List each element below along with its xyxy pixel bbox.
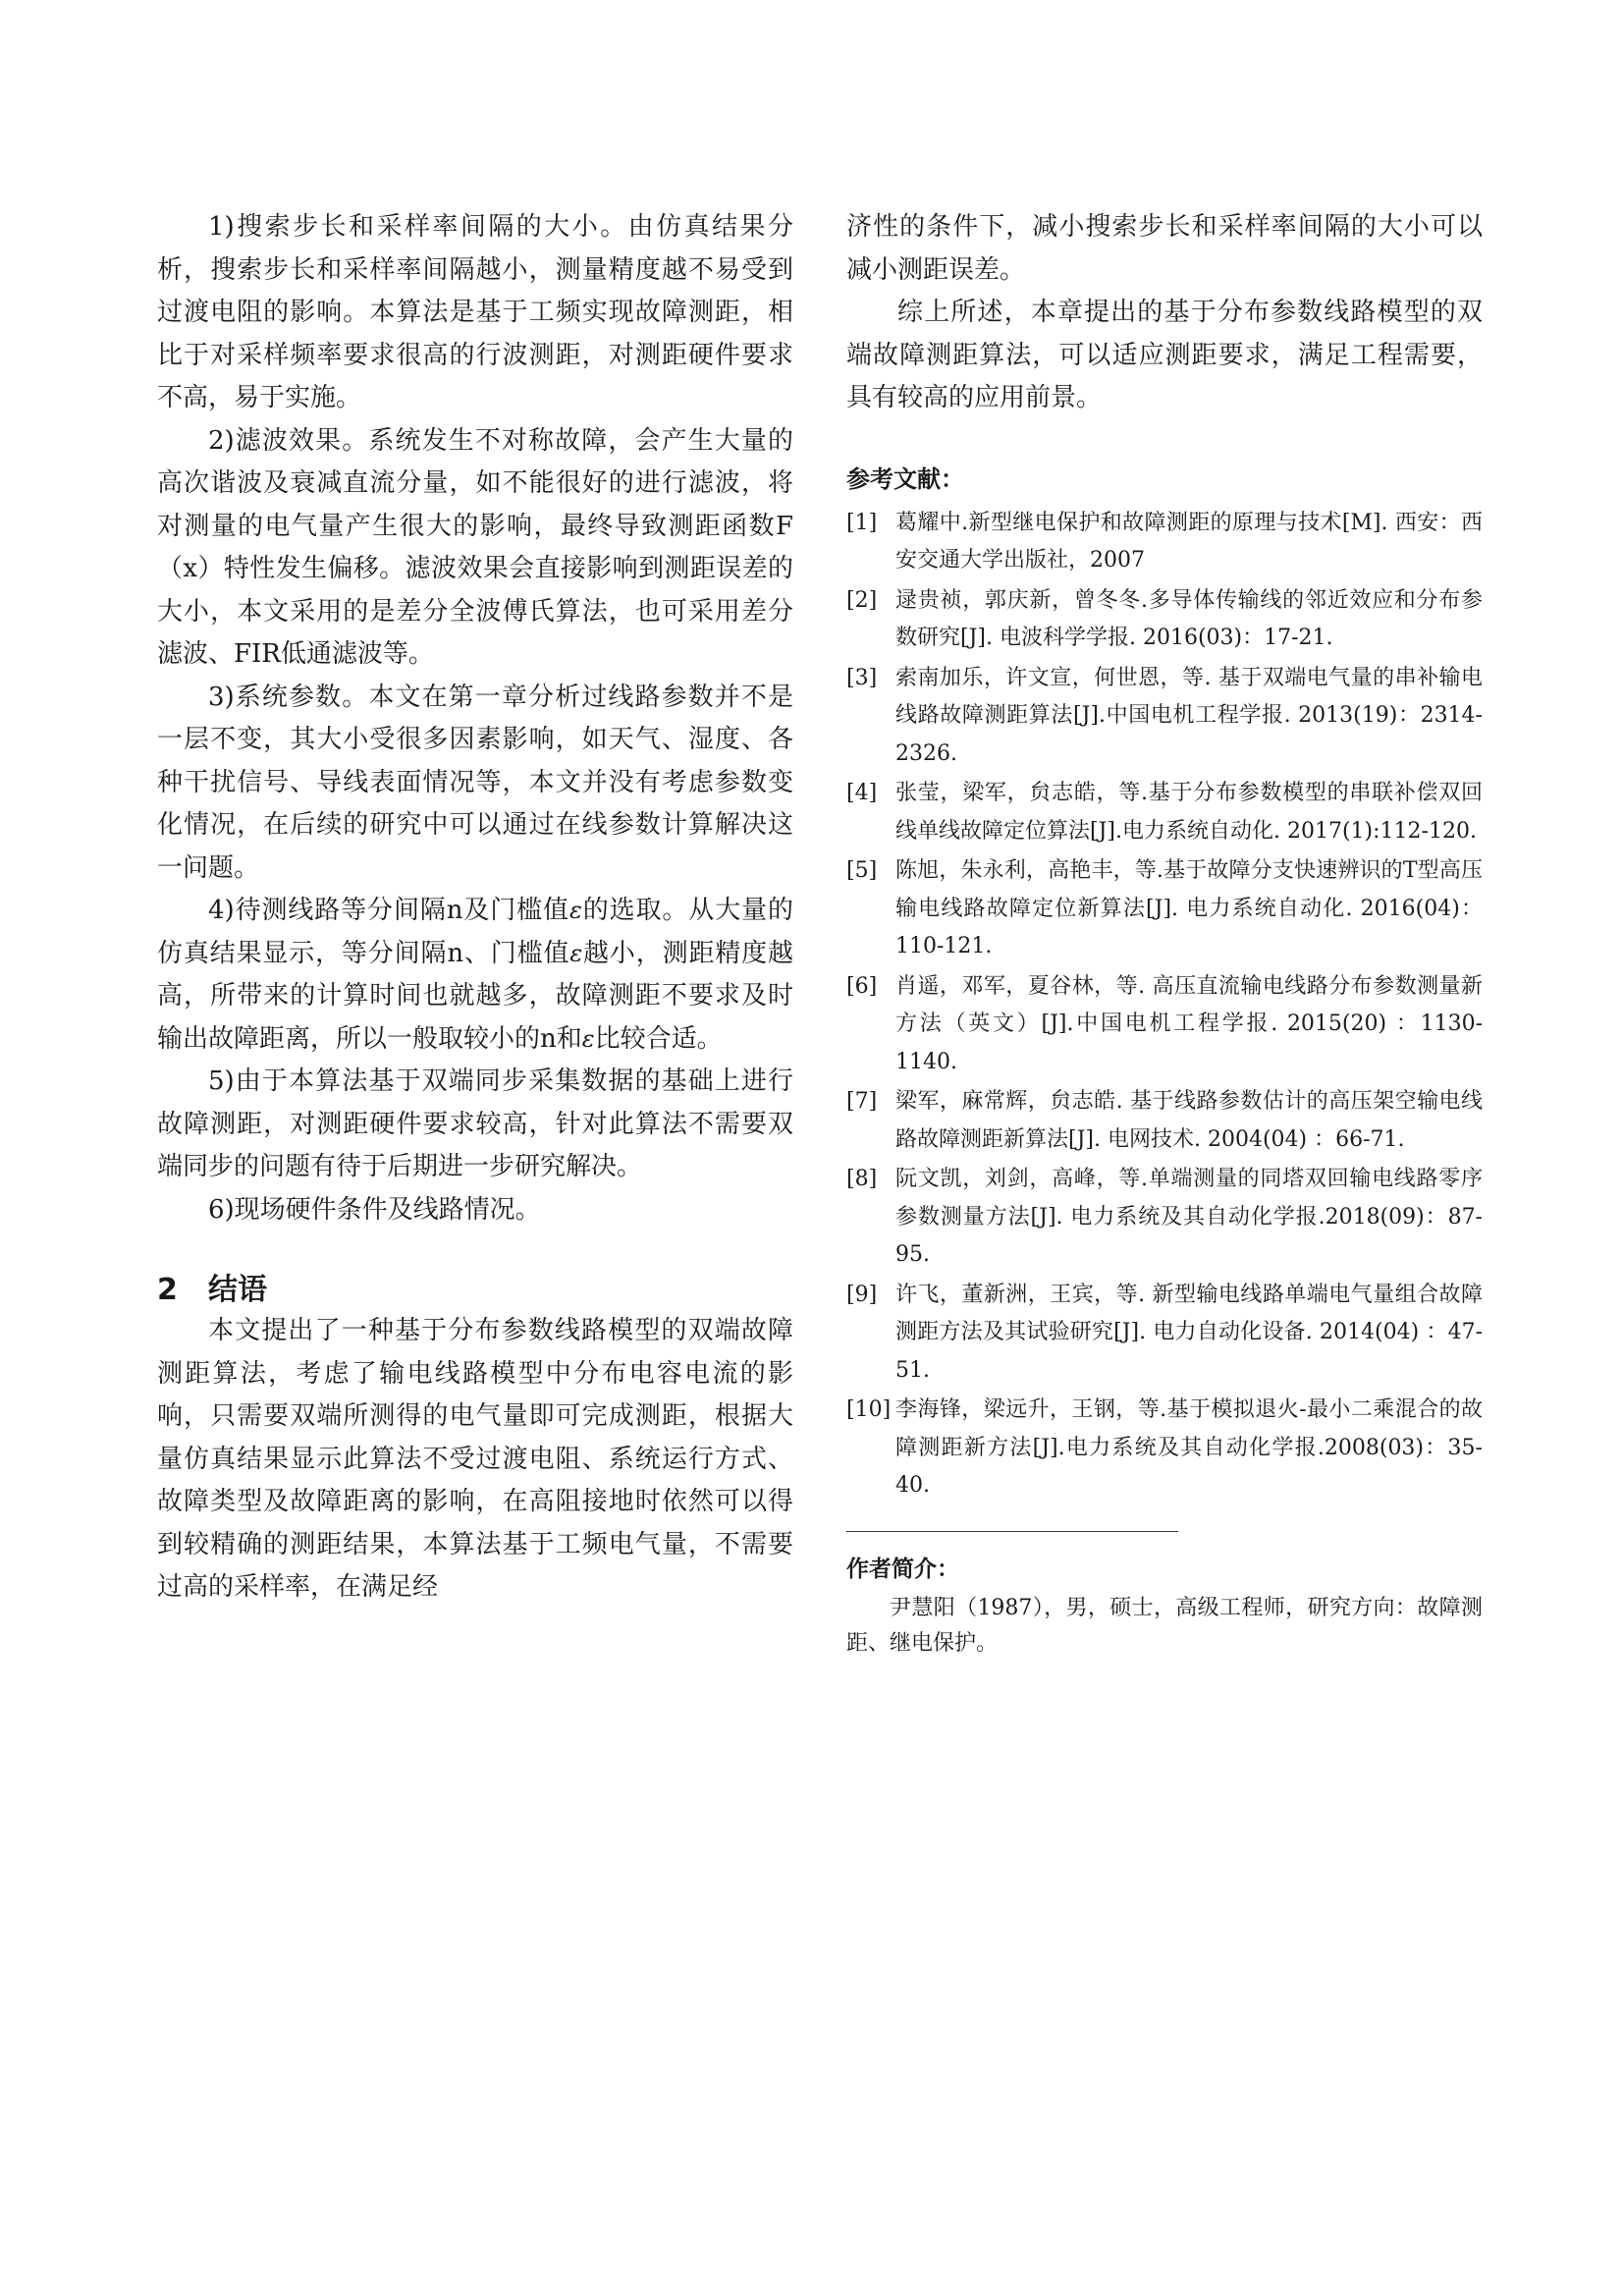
reference-number: [7] xyxy=(846,1089,878,1114)
reference-number: [4] xyxy=(846,781,878,805)
section-number: 2 xyxy=(157,1273,178,1307)
left-column xyxy=(157,206,793,1610)
reference-item xyxy=(846,660,1483,774)
reference-number: [3] xyxy=(846,665,878,690)
footnote-divider xyxy=(846,1531,1178,1532)
author-heading: 作者简介： xyxy=(846,1556,959,1582)
reference-number: [6] xyxy=(846,973,878,999)
reference-text: 索南加乐，许文宣，何世恩，等. 基于双端电气量的串补输电线路故障测距算法[J].中国电机工程学报. 2013(19)：2314-2326. xyxy=(895,665,1483,766)
paragraph-summary: 综上所述，本章提出的基于分布参数线路模型的双端故障测距算法，可以适应测距要求，满足工程需要，具有较高的应用前景。 xyxy=(846,298,1483,412)
reference-number: [8] xyxy=(846,1167,878,1191)
reference-item xyxy=(846,505,1483,580)
reference-text: 葛耀中.新型继电保护和故障测距的原理与技术[M]. 西安：西安交通大学出版社，2007 xyxy=(895,510,1483,573)
reference-item xyxy=(846,775,1483,850)
reference-list xyxy=(846,505,1483,1505)
epsilon-symbol: ε xyxy=(581,1024,595,1053)
reference-number: [10] xyxy=(846,1397,892,1422)
reference-item xyxy=(846,1392,1483,1505)
reference-text: 陈旭，朱永利，高艳丰，等.基于故障分支快速辨识的T型高压输电线路故障定位新算法[J]. 电力系统自动化. 2016(04)：110-121. xyxy=(895,858,1483,958)
reference-text: 梁军，麻常辉，贠志皓. 基于线路参数估计的高压架空输电线路故障测距新算法[J]. 电网技术. 2004(04) ：66-71. xyxy=(895,1089,1483,1152)
author-bio: 尹慧阳（1987），男，硕士，高级工程师，研究方向：故障测距、继电保护。 xyxy=(846,1595,1483,1656)
epsilon-symbol: ε xyxy=(569,939,583,967)
paragraph-step-size: 1)搜索步长和采样率间隔的大小。由仿真结果分析，搜索步长和采样率间隔越小，测量精度越不易受到过渡电阻的影响。本算法是基于工频实现故障测距，相比于对采样频率要求很高的行波测距，对测距硬件要求不高，易于实施。 xyxy=(157,212,793,412)
paragraph-sync: 5)由于本算法基于双端同步采集数据的基础上进行故障测距，对测距硬件要求较高，针对此算法不需要双端同步的问题有待于后期进一步研究解决。 xyxy=(157,1066,793,1181)
section-title: 结语 xyxy=(208,1273,267,1307)
para4-part-d: 比较合适。 xyxy=(594,1023,723,1054)
paragraph-conclusion: 本文提出了一种基于分布参数线路模型的双端故障测距算法，考虑了输电线路模型中分布电容电流的影响，只需要双端所测得的电气量即可完成测距，根据大量仿真结果显示此算法不受过渡电阻、系统运行方式、故障类型及故障距离的影响，在高阻接地时依然可以得到较精确的测距结果，本算法基于工频电气量，不需要过高的采样率，在满足经 xyxy=(157,1316,793,1602)
paragraph-interval-threshold xyxy=(157,890,793,1061)
reference-text: 许飞，董新洲，王宾，等. 新型输电线路单端电气量组合故障测距方法及其试验研究[J]. 电力自动化设备. 2014(04) ：47-51. xyxy=(895,1282,1483,1383)
paragraph-hardware: 6)现场硬件条件及线路情况。 xyxy=(208,1194,541,1225)
reference-text: 阮文凯，刘剑，高峰，等.单端测量的同塔双回输电线路零序参数测量方法[J]. 电力系统及其自动化学报.2018(09)：87-95. xyxy=(895,1167,1483,1267)
right-column xyxy=(846,206,1483,1662)
reference-item xyxy=(846,1083,1483,1159)
reference-item xyxy=(846,852,1483,966)
para4-part-c: 越小，测距精度越高，所带来的计算时间也就越多，故障测距不要求及时输出故障距离，所以一般取较小的n和 xyxy=(157,938,793,1054)
reference-number: [2] xyxy=(846,587,878,613)
references-heading: 参考文献： xyxy=(846,465,964,493)
reference-item xyxy=(846,1277,1483,1391)
reference-number: [1] xyxy=(846,510,878,535)
reference-text: 李海锋，梁远升，王钢，等.基于模拟退火-最小二乘混合的故障测距新方法[J].电力系统及其自动化学报.2008(03)：35-40. xyxy=(895,1397,1483,1498)
paragraph-filtering: 2)滤波效果。系统发生不对称故障，会产生大量的高次谐波及衰减直流分量，如不能很好的进行滤波，将对测量的电气量产生很大的影响，最终导致测距函数F（x）特性发生偏移。滤波效果会直接影响到测距误差的大小，本文采用的是差分全波傅氏算法，也可采用差分滤波、FIR低通滤波等。 xyxy=(157,425,793,669)
section-heading xyxy=(157,1271,793,1310)
paragraph-system-params: 3)系统参数。本文在第一章分析过线路参数并不是一层不变，其大小受很多因素影响，如天气、湿度、各种干扰信号、导线表面情况等，本文并没有考虑参数变化情况，在后续的研究中可以通过在线参数计算解决这一问题。 xyxy=(157,682,793,883)
reference-number: [9] xyxy=(846,1282,878,1307)
reference-item xyxy=(846,968,1483,1082)
paragraph-continuation: 济性的条件下，减小搜索步长和采样率间隔的大小可以减小测距误差。 xyxy=(846,212,1483,285)
reference-text: 逯贵祯，郭庆新，曾冬冬.多导体传输线的邻近效应和分布参数研究[J]. 电波科学学报. 2016(03)：17-21. xyxy=(895,587,1483,650)
reference-item xyxy=(846,582,1483,658)
para4-part-b: 的选取。从大量的仿真结果显示，等分间隔n、门槛值 xyxy=(157,896,793,968)
reference-text: 肖遥，邓军，夏谷林，等. 高压直流输电线路分布参数测量新方法（英文）[J].中国电机工程学报. 2015(20) ：1130-1140. xyxy=(895,973,1483,1074)
reference-text: 张莹，梁军，贠志皓，等.基于分布参数模型的串联补偿双回线单线故障定位算法[J].电力系统自动化. 2017(1):112-120. xyxy=(895,781,1483,844)
reference-item xyxy=(846,1161,1483,1275)
para4-part-a: 4)待测线路等分间隔n及门槛值 xyxy=(208,896,569,925)
epsilon-symbol: ε xyxy=(568,897,582,924)
reference-number: [5] xyxy=(846,858,878,883)
